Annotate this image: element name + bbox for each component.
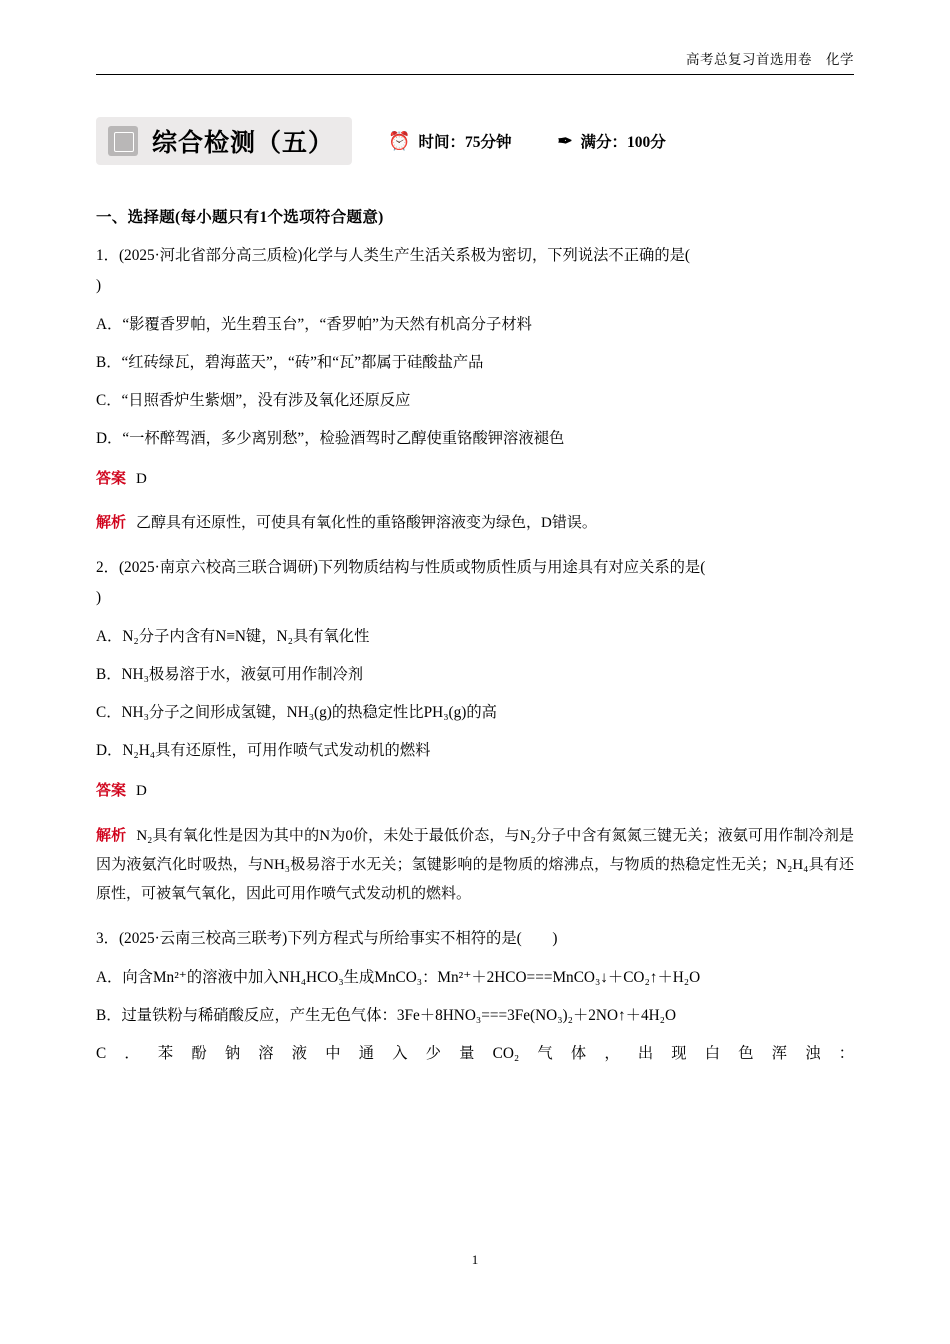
time-limit — [388, 130, 511, 152]
exam-title-badge — [96, 117, 352, 165]
answer-value: D — [136, 470, 147, 487]
page-number: 1 — [471, 1252, 479, 1267]
explanation-line — [96, 509, 854, 538]
option-c: C．“日照香炉生紫烟”，没有涉及氧化还原反应 — [96, 391, 411, 409]
option-b: B．NH₃极易溶于水，液氨可用作制冷剂 — [96, 666, 364, 684]
question-stem — [96, 553, 854, 613]
option-a: A．向含Mn²⁺的溶液中加入NH₄HCO₃生成MnCO₃：Mn²⁺＋2HCO===MnCO₃↓＋CO₂↑＋H₂O — [96, 969, 701, 987]
explanation-text: N₂具有氧化性是因为其中的N为0价，未处于最低价态，与N₂分子中含有氮氮三键无关；液氨可用作制冷剂是因为液氨汽化时吸热，与NH₃极易溶于水无关；氢键影响的是物质的熔沸点，与物质的热稳定性无关；N₂H₄具有还原性，可被氧气氧化，因此可用作喷气式发动机的燃料。 — [96, 827, 854, 903]
title-row — [96, 115, 854, 167]
answer-value: D — [136, 783, 147, 800]
question-stem-cont: ) — [96, 276, 102, 294]
answer-tag: 答案 — [96, 783, 127, 800]
alarm-clock-icon: ⏰ — [388, 131, 411, 151]
running-head-text: 高考总复习首选用卷 化学 — [686, 52, 854, 67]
page-title: 综合检测（五） — [152, 130, 335, 157]
question-stem-text: 1．(2025·河北省部分高三质检)化学与人类生产生活关系极为密切，下列说法不正确的是( — [96, 247, 691, 264]
header-divider — [96, 74, 854, 75]
time-limit-label: 时间：75分钟 — [418, 134, 512, 151]
exam-meta — [388, 130, 712, 152]
option-a: A．“影覆香罗帕，光生碧玉台”，“香罗帕”为天然有机高分子材料 — [96, 315, 532, 333]
question-stem — [96, 241, 854, 301]
option-b: B．过量铁粉与稀硝酸反应，产生无色气体：3Fe＋8HNO₃===3Fe(NO₃)₂＋2NO↑＋4H₂O — [96, 1007, 677, 1025]
option-d: D．N₂H₄具有还原性，可用作喷气式发动机的燃料 — [96, 742, 431, 760]
answer-line — [96, 777, 854, 806]
option-c: C．NH₃分子之间形成氢键，NH₃(g)的热稳定性比PH₃(g)的高 — [96, 704, 497, 722]
question-stem-text: 2．(2025·南京六校高三联合调研)下列物质结构与性质或物质性质与用途具有对应关系的是( — [96, 559, 706, 577]
explanation-tag: 解析 — [96, 827, 127, 844]
option-b: B．“红砖绿瓦，碧海蓝天”，“砖”和“瓦”都属于硅酸盐产品 — [96, 353, 484, 371]
section-heading: 一、选择题(每小题只有1个选项符合题意) — [96, 209, 384, 226]
total-score-label: 满分：100分 — [580, 134, 666, 151]
option-d: D．“一杯醉驾酒，多少离别愁”，检验酒驾时乙醇使重铬酸钾溶液褪色 — [96, 429, 565, 447]
total-score — [557, 130, 665, 152]
running-head — [96, 0, 854, 68]
question-stem: 3．(2025·云南三校高三联考)下列方程式与所给事实不相符的是( ) — [96, 930, 558, 948]
option-a: A．N₂分子内含有N≡N键，N₂具有氧化性 — [96, 628, 370, 646]
explanation-tag: 解析 — [96, 515, 127, 532]
explanation-line — [96, 822, 854, 910]
pen-icon: ✒ — [557, 131, 573, 151]
answer-line — [96, 465, 854, 494]
option-c: C．苯酚钠溶液中通入少量CO₂气体，出现白色浑浊： — [96, 1045, 854, 1063]
explanation-text: 乙醇具有还原性，可使具有氧化性的重铬酸钾溶液变为绿色，D错误。 — [136, 515, 597, 532]
answer-tag: 答案 — [96, 470, 127, 487]
book-icon — [108, 126, 138, 156]
question-stem-cont: ) — [96, 589, 102, 607]
